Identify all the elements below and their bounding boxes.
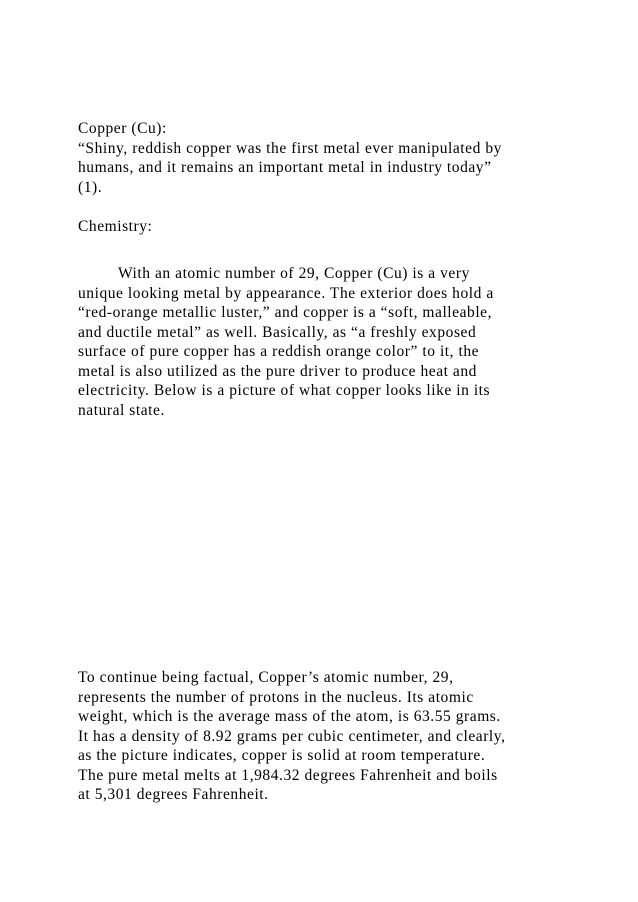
paragraph-line: as the picture indicates, copper is solid at room temperature. <box>78 747 486 764</box>
image-placeholder-area <box>78 430 558 660</box>
paragraph-line: “red-orange metallic luster,” and copper is a “soft, malleable, <box>78 304 493 321</box>
paragraph-line: weight, which is the average mass of the atom, is 63.55 grams. <box>78 708 501 725</box>
paragraph-line: natural state. <box>78 401 165 419</box>
paragraph-line: unique looking metal by appearance. The exterior does hold a <box>78 284 494 302</box>
paragraph-line: at 5,301 degrees Fahrenheit. <box>78 786 269 803</box>
chemistry-paragraph <box>78 264 578 420</box>
paragraph-line: The pure metal melts at 1,984.32 degrees Fahrenheit and boils <box>78 766 498 784</box>
paragraph-line: electricity. Below is a picture of what copper looks like in its <box>78 382 491 399</box>
paragraph-line: With an atomic number of 29, Copper (Cu) is a very <box>118 265 470 282</box>
section-label-chemistry: Chemistry: <box>78 218 153 235</box>
heading-section <box>78 119 578 197</box>
paragraph-line: and ductile metal” as well. Basically, as “a freshly exposed <box>78 323 477 341</box>
quote-line: “Shiny, reddish copper was the first metal ever manipulated by <box>78 139 502 157</box>
quote-line: humans, and it remains an important metal in industry today” <box>78 159 492 176</box>
quote-line: (1). <box>78 178 103 196</box>
chemistry-label-section <box>78 217 578 237</box>
document-title: Copper (Cu): <box>78 120 167 137</box>
paragraph-line: To continue being factual, Copper’s atomic number, 29, <box>78 669 454 686</box>
paragraph-line: metal is also utilized as the pure driver to produce heat and <box>78 362 477 380</box>
paragraph-line: represents the number of protons in the nucleus. Its atomic <box>78 688 474 706</box>
paragraph-line: surface of pure copper has a reddish orange color” to it, the <box>78 343 480 360</box>
facts-paragraph <box>78 668 578 805</box>
paragraph-line: It has a density of 8.92 grams per cubic centimeter, and clearly, <box>78 727 506 745</box>
